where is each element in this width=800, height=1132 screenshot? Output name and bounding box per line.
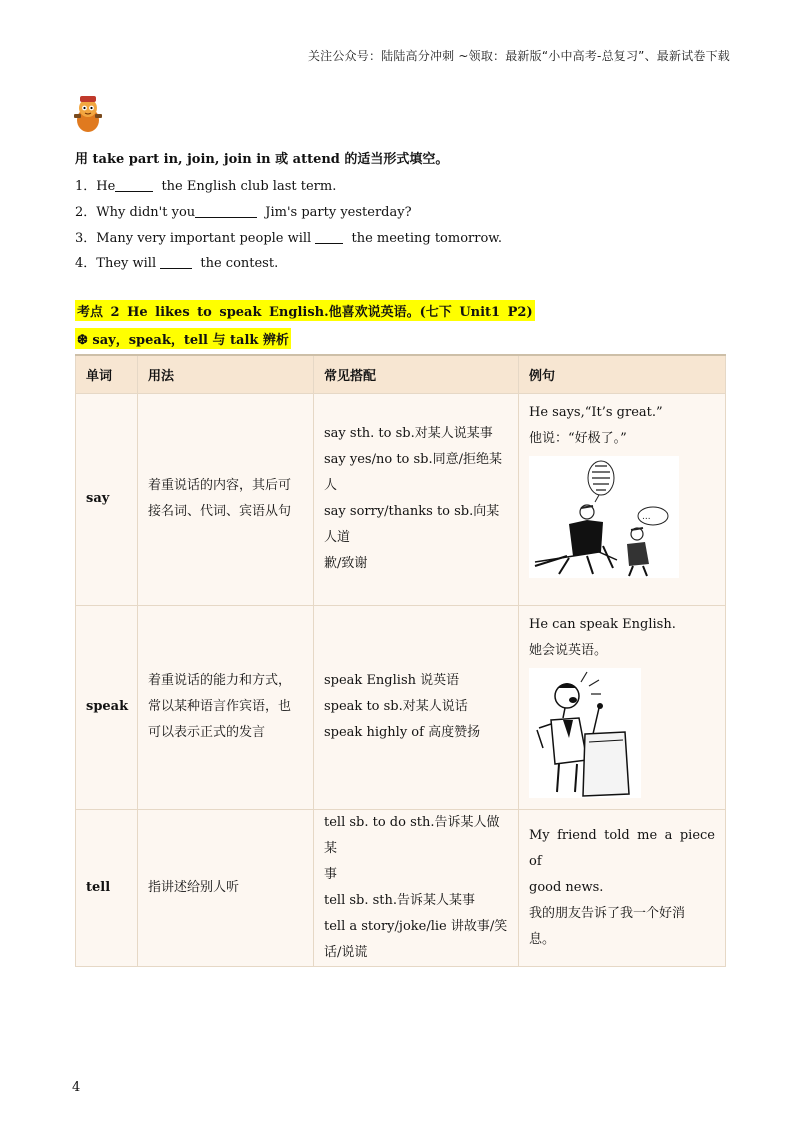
mascot-icon [70, 94, 106, 134]
kaodian-subtitle: ❆ say，speak，tell 与 talk 辨析 [75, 328, 291, 349]
question-text-after: Jim's party yesterday? [261, 205, 412, 220]
column-header-collocations: 常见搭配 [314, 355, 519, 393]
column-header-word: 单词 [76, 355, 138, 393]
answer-blank[interactable] [160, 256, 192, 269]
answer-blank[interactable] [195, 205, 257, 218]
question-text-before: He [96, 179, 116, 194]
column-header-example: 例句 [519, 355, 726, 393]
table-row [76, 809, 726, 966]
word-cell: speak [76, 605, 138, 809]
question-2 [75, 201, 412, 220]
table-row [76, 605, 726, 809]
example-cell: He can speak English. 她会说英语。 [519, 605, 726, 809]
table-header-row [76, 355, 726, 393]
answer-blank[interactable] [315, 231, 343, 244]
answer-blank[interactable] [115, 179, 153, 192]
question-text-after: the meeting tomorrow. [347, 231, 503, 246]
question-text-after: the contest. [196, 256, 279, 271]
question-number: 4． [75, 256, 97, 271]
word-cell: tell [76, 809, 138, 966]
exercise-instruction: 用 take part in, join, join in 或 attend 的适当形式填空。 [75, 152, 449, 167]
question-text-after: the English club last term. [157, 179, 337, 194]
question-number: 1． [75, 179, 97, 194]
question-text-before: Why didn't you [96, 205, 196, 220]
question-1 [75, 175, 336, 194]
two-people-talking-illustration [529, 456, 679, 578]
question-text-before: They will [96, 256, 161, 271]
question-3 [75, 227, 502, 246]
usage-cell: 着重说话的能力和方式， 常以某种语言作宾语，也 可以表示正式的发言 [138, 605, 314, 809]
column-header-usage: 用法 [138, 355, 314, 393]
page-number: 4 [72, 1080, 81, 1095]
question-number: 3． [75, 231, 97, 246]
usage-cell: 着重说话的内容，其后可 接名词、代词、宾语从句 [138, 393, 314, 605]
usage-cell: 指讲述给别人听 [138, 809, 314, 966]
kaodian-title: 考点 2 He likes to speak English.他喜欢说英语。(七下 Unit1 P2) [75, 300, 535, 321]
question-number: 2． [75, 205, 97, 220]
question-text-before: Many very important people will [96, 231, 316, 246]
collocations-cell: tell sb. to do sth.告诉某人做某 事 tell sb. sth.告诉某人某事 tell a story/joke/lie 讲故事/笑 话/说谎 [314, 809, 519, 966]
table-row [76, 393, 726, 605]
collocations-cell: say sth. to sb.对某人说某事 say yes/no to sb.同意/拒绝某人 say sorry/thanks to sb.向某人道 歉/致谢 [314, 393, 519, 605]
vocab-comparison-table [75, 354, 726, 967]
page-header: 关注公众号：陆陆高分冲刺 ~领取：最新版“小中高考-总复习”、最新试卷下载 [307, 49, 730, 63]
svg-text:...: ... [642, 511, 651, 522]
speaker-at-podium-illustration [529, 668, 641, 798]
collocations-cell: speak English 说英语 speak to sb.对某人说话 speak highly of 高度赞扬 [314, 605, 519, 809]
example-cell: He says,“It’s great.” 他说：“好极了。” ... [519, 393, 726, 605]
example-cell: My friend told me a piece of good news. 我的朋友告诉了我一个好消 息。 [519, 809, 726, 966]
question-4 [75, 252, 278, 271]
word-cell: say [76, 393, 138, 605]
